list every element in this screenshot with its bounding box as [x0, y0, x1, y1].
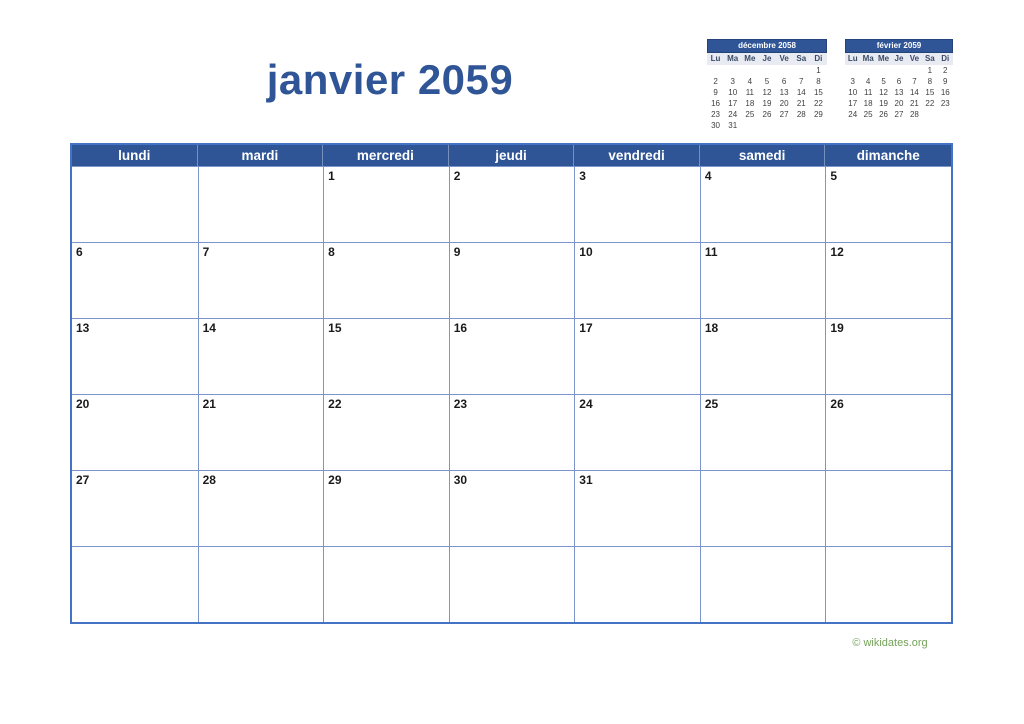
copyright-footer: © wikidates.org	[852, 637, 928, 649]
mini-calendar-prev-grid	[707, 53, 827, 131]
mini-calendar-prev-title: décembre 2058	[707, 39, 827, 53]
mini-day-13: 13	[779, 88, 789, 97]
day-cell-25	[700, 394, 826, 470]
day-cell-18	[700, 318, 826, 394]
mini-weekday-Ve: Ve	[779, 54, 789, 63]
mini-day-14: 14	[796, 88, 806, 97]
day-number: 3	[579, 169, 586, 183]
day-cell-16	[449, 318, 575, 394]
mini-day-12: 12	[879, 88, 889, 97]
mini-day-8: 8	[927, 77, 933, 86]
day-cell-10	[574, 242, 700, 318]
day-cell-23	[449, 394, 575, 470]
mini-day-3: 3	[850, 77, 855, 86]
day-number: 18	[704, 321, 719, 335]
day-number: 22	[328, 397, 342, 411]
mini-weekday-Sa: Sa	[796, 54, 807, 63]
mini-day-15: 15	[813, 88, 823, 97]
mini-weekday-row	[707, 53, 827, 65]
mini-day-25: 25	[745, 110, 755, 119]
mini-day-4: 4	[865, 77, 871, 86]
mini-weekday-row	[845, 53, 953, 65]
mini-week-row	[845, 65, 953, 76]
mini-weekday-Sa: Sa	[924, 54, 935, 63]
day-number: 21	[202, 397, 216, 411]
mini-day-empty	[793, 120, 810, 131]
mini-day-11: 11	[745, 88, 754, 97]
day-cell-19	[825, 318, 951, 394]
day-cell-13	[72, 318, 198, 394]
day-cell-7	[198, 242, 324, 318]
mini-week-row	[845, 87, 953, 98]
day-cell-8	[323, 242, 449, 318]
mini-day-15: 15	[925, 88, 935, 97]
mini-weekday-Ma: Ma	[727, 54, 739, 63]
mini-day-10: 10	[728, 88, 738, 97]
mini-week-row	[845, 76, 953, 87]
mini-day-28: 28	[909, 110, 919, 119]
day-cell-11	[700, 242, 826, 318]
mini-week-row	[707, 120, 827, 131]
day-number: 9	[453, 245, 461, 259]
mini-day-empty	[724, 65, 741, 76]
day-cell-22	[323, 394, 449, 470]
mini-day-8: 8	[816, 77, 821, 86]
weekday-header-samedi: samedi	[700, 145, 826, 166]
mini-day-21: 21	[909, 99, 919, 108]
mini-day-22: 22	[813, 99, 823, 108]
day-number: 16	[453, 321, 468, 335]
mini-week-row	[707, 65, 827, 76]
day-number: 6	[76, 245, 83, 259]
day-cell-20	[72, 394, 198, 470]
day-number: 13	[76, 321, 90, 335]
mini-day-25: 25	[863, 110, 873, 119]
day-number: 28	[202, 473, 216, 487]
day-cell-21	[198, 394, 324, 470]
day-number: 2	[453, 169, 461, 183]
mini-day-empty	[891, 65, 906, 76]
weekday-header-vendredi: vendredi	[574, 145, 700, 166]
mini-day-17: 17	[728, 99, 738, 108]
mini-day-empty	[707, 65, 724, 76]
weekday-header-mardi: mardi	[198, 145, 324, 166]
mini-day-4: 4	[747, 77, 753, 86]
day-cell-9	[449, 242, 575, 318]
mini-day-28: 28	[796, 110, 806, 119]
day-number: 31	[579, 473, 593, 487]
mini-day-21: 21	[796, 99, 806, 108]
mini-day-7: 7	[912, 77, 917, 86]
mini-day-9: 9	[943, 77, 948, 86]
mini-week-row	[845, 109, 953, 120]
mini-day-23: 23	[940, 99, 950, 108]
mini-day-27: 27	[779, 110, 789, 119]
day-number: 8	[328, 245, 335, 259]
day-cell-empty	[449, 546, 575, 622]
day-number: 30	[453, 473, 468, 487]
day-number: 27	[76, 473, 90, 487]
day-cell-17	[574, 318, 700, 394]
mini-weekday-Ve: Ve	[909, 54, 920, 63]
mini-calendar-next-month	[845, 39, 953, 120]
mini-day-3: 3	[730, 77, 735, 86]
mini-day-empty	[793, 65, 810, 76]
mini-day-9: 9	[713, 88, 718, 97]
mini-day-24: 24	[848, 110, 858, 119]
mini-day-empty	[860, 65, 875, 76]
day-cell-empty	[72, 166, 198, 242]
mini-day-17: 17	[848, 99, 858, 108]
day-number: 4	[704, 169, 712, 183]
mini-day-7: 7	[799, 77, 804, 86]
day-cell-28	[198, 470, 324, 546]
day-number: 15	[328, 321, 342, 335]
mini-day-20: 20	[779, 99, 789, 108]
mini-day-20: 20	[894, 99, 904, 108]
day-cell-31	[574, 470, 700, 546]
day-cell-empty	[323, 546, 449, 622]
day-number: 11	[704, 245, 718, 259]
mini-day-empty	[758, 65, 775, 76]
mini-day-16: 16	[940, 88, 950, 97]
day-number: 14	[202, 321, 216, 335]
mini-day-empty	[741, 120, 758, 131]
weekday-header-row	[72, 145, 951, 166]
day-cell-empty	[700, 470, 826, 546]
day-number: 10	[579, 245, 593, 259]
mini-weekday-Ma: Ma	[862, 54, 874, 63]
mini-day-30: 30	[711, 121, 721, 130]
month-grid	[72, 166, 951, 622]
mini-calendar-prev-month	[707, 39, 827, 131]
weekday-header-jeudi: jeudi	[449, 145, 575, 166]
mini-day-11: 11	[863, 88, 873, 97]
mini-day-empty	[845, 65, 860, 76]
mini-day-empty	[741, 65, 758, 76]
day-number: 17	[579, 321, 593, 335]
mini-day-empty	[810, 120, 827, 131]
mini-day-18: 18	[863, 99, 873, 108]
mini-day-27: 27	[894, 110, 904, 119]
mini-day-1: 1	[816, 66, 821, 75]
day-number: 7	[202, 245, 210, 259]
day-cell-empty	[825, 546, 951, 622]
day-number: 12	[830, 245, 844, 259]
mini-day-1: 1	[927, 66, 933, 75]
mini-day-14: 14	[909, 88, 919, 97]
day-number: 20	[76, 397, 90, 411]
day-number: 29	[328, 473, 342, 487]
mini-week-row	[707, 76, 827, 87]
mini-day-empty	[758, 120, 775, 131]
page-title: janvier 2059	[266, 56, 514, 103]
mini-day-13: 13	[894, 88, 904, 97]
mini-day-6: 6	[896, 77, 902, 86]
mini-day-12: 12	[762, 88, 772, 97]
mini-day-empty	[876, 65, 891, 76]
month-calendar	[70, 143, 953, 624]
day-cell-26	[825, 394, 951, 470]
day-number: 26	[830, 397, 844, 411]
day-cell-5	[825, 166, 951, 242]
day-number: 1	[328, 169, 335, 183]
day-cell-1	[323, 166, 449, 242]
mini-day-19: 19	[879, 99, 889, 108]
day-cell-24	[574, 394, 700, 470]
mini-day-5: 5	[881, 77, 886, 86]
day-cell-empty	[72, 546, 198, 622]
day-cell-4	[700, 166, 826, 242]
mini-day-6: 6	[781, 77, 787, 86]
mini-day-10: 10	[848, 88, 858, 97]
mini-day-23: 23	[711, 110, 721, 119]
day-cell-empty	[574, 546, 700, 622]
mini-day-26: 26	[762, 110, 772, 119]
mini-week-row	[845, 98, 953, 109]
mini-day-empty	[938, 109, 953, 120]
day-cell-15	[323, 318, 449, 394]
day-cell-3	[574, 166, 700, 242]
mini-day-empty	[776, 120, 793, 131]
mini-day-29: 29	[813, 110, 823, 119]
mini-weekday-Di: Di	[814, 54, 823, 63]
day-cell-12	[825, 242, 951, 318]
day-cell-empty	[700, 546, 826, 622]
mini-weekday-Di: Di	[941, 54, 950, 63]
mini-day-18: 18	[745, 99, 755, 108]
day-number: 5	[830, 169, 838, 183]
day-cell-29	[323, 470, 449, 546]
day-cell-30	[449, 470, 575, 546]
day-number: 19	[830, 321, 844, 335]
mini-calendar-next-grid	[845, 53, 953, 120]
mini-weekday-Lu: Lu	[710, 54, 721, 63]
mini-day-2: 2	[943, 66, 948, 75]
mini-day-5: 5	[764, 77, 770, 86]
mini-weekday-Je: Je	[894, 54, 904, 63]
day-number: 23	[453, 397, 468, 411]
day-cell-27	[72, 470, 198, 546]
mini-week-row	[707, 87, 827, 98]
mini-day-22: 22	[925, 99, 935, 108]
day-cell-2	[449, 166, 575, 242]
mini-day-31: 31	[728, 121, 738, 130]
mini-week-row	[707, 98, 827, 109]
mini-day-2: 2	[713, 77, 718, 86]
day-number: 24	[579, 397, 593, 411]
mini-day-empty	[776, 65, 793, 76]
mini-day-empty	[922, 109, 937, 120]
weekday-header-mercredi: mercredi	[323, 145, 449, 166]
mini-day-24: 24	[728, 110, 738, 119]
mini-day-empty	[907, 65, 922, 76]
day-cell-empty	[198, 166, 324, 242]
day-cell-14	[198, 318, 324, 394]
mini-day-26: 26	[879, 110, 889, 119]
mini-week-row	[707, 109, 827, 120]
day-cell-empty	[825, 470, 951, 546]
weekday-header-lundi: lundi	[72, 145, 198, 166]
day-number: 25	[704, 397, 719, 411]
mini-weekday-Lu: Lu	[847, 54, 858, 63]
mini-day-16: 16	[711, 99, 721, 108]
mini-calendar-next-title: février 2059	[845, 39, 953, 53]
mini-weekday-Me: Me	[878, 54, 890, 63]
mini-weekday-Me: Me	[744, 54, 756, 63]
weekday-header-dimanche: dimanche	[856, 148, 920, 163]
mini-day-19: 19	[762, 99, 772, 108]
day-cell-empty	[198, 546, 324, 622]
mini-weekday-Je: Je	[762, 54, 772, 63]
day-cell-6	[72, 242, 198, 318]
